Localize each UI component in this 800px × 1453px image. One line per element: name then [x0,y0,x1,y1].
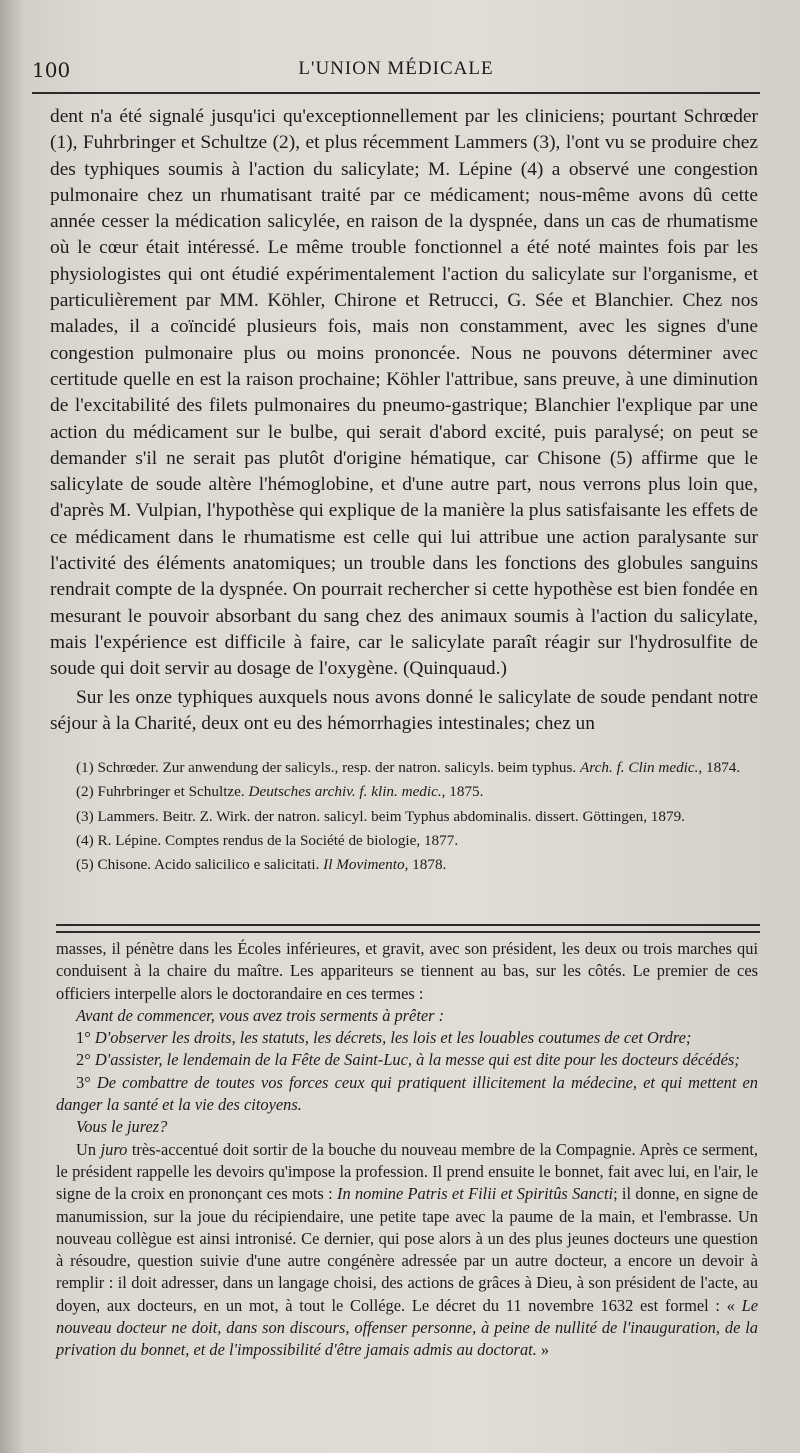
section-divider [56,924,760,933]
footnotes [56,756,756,877]
decree-quote: Le nouveau docteur ne doit, dans son discours, offenser personne, à peine de nullité de l'inauguration, de la privation du bonnet, et de l'impossibilité d'être jamais admis au doctorat. [56,1295,758,1360]
footnote-journal: Il Movimento [323,856,405,874]
journal-title: L'UNION MÉDICALE [298,58,494,79]
footnote-text: , 1874. [698,759,741,776]
oath-item-2 [56,1049,758,1071]
article-paragraph: Sur les onze typhiques auxquels nous avons donné le salicylate de soude pendant notre séjour à la Charité, deux ont eu des hémorrhagies intestinales; chez un [50,686,758,734]
paragraph-text: » [536,1340,550,1360]
latin-formula: In nomine Patris et Filii et Spiritûs Sancti [337,1184,614,1204]
oath-item-1 [56,1027,758,1049]
oath-text: De combattre de toutes vos forces ceux qui pratiquent illicitement la médecine, et qui mettent en danger la santé et la vie des citoyens. [56,1072,758,1115]
feuilleton-body [56,938,758,1362]
oath-intro: Avant de commencer, vous avez trois serments à prêter : [76,1005,445,1025]
footnote-5 [56,853,756,877]
oath-number: 3° [76,1072,97,1092]
paragraph-text: Un [76,1139,101,1159]
footnote-text: (5) Chisone. Acido salicilico e salicitati. [76,856,324,874]
paragraph-text: très-accentué doit sortir de la bouche du nouveau membre de la Compagnie. Après ce serment, le président rappelle les devoirs qu'impose la profession. Il prend ensuite le bonnet, fait avec lui, en l'air, le signe de la croix en prononçant ces mots : [56,1139,758,1204]
oath-question: Vous le jurez? [76,1117,168,1137]
footnote-journal: Arch. f. Clin medic. [580,759,699,776]
feuilleton-paragraph [56,1139,758,1362]
oath-number: 2° [76,1050,95,1070]
footnote-text: (1) Schrœder. Zur anwendung der salicyls., resp. der natron. salicyls. beim typhus. [76,759,581,776]
footnote-3: (3) Lammers. Beitr. Z. Wirk. der natron. salicyl. beim Typhus abdominalis. dissert. Göttingen, 1879. [76,807,685,825]
oath-item-3 [56,1072,758,1117]
article-body [50,104,758,737]
article-paragraph: dent n'a été signalé jusqu'ici qu'exceptionnellement par les cliniciens; pourtant Schrœder (1), Fuhrbringer et Schultze (2), et plus récemment Lammers (3), l'ont vu se produire chez des typhiques soumis à l'action du salicylate; M. Lépine (4) a observé une congestion pulmonaire chez un rhumatisant traité par ce médicament; nous-même avons dû cette année cesser la médication salicylée, en raison de la dyspnée, dans un cas de rhumatisme où le cœur était intéressé. Le même trouble fonctionnel a été noté maintes fois par les physiologistes qui ont étudié expérimentalement l'action du salicylate sur l'organisme, et particulièrement par MM. Köhler, Chirone et Retrucci, G. Sée et Blanchier. Chez nos malades, il a coïncidé plusieurs fois, mais non constamment, avec les signes d'une congestion pulmonaire plus ou moins prononcée. Nous ne pouvons déterminer avec certitude quelle en est la raison prochaine; Köhler l'attribue, sans preuve, à une diminution de l'excitabilité des filets pulmonaires du pneumo-gastrique; Blanchier l'explique par une action du médicament sur le bulbe, qui serait d'abord excité, puis paralysé; on peut se demander s'il ne serait pas plutôt d'origine hématique, car Chisone (5) affirme que le salicylate de soude altère l'hémoglobine, et d'une autre part, nous verrons plus loin que, d'après M. Vulpian, l'hypothèse qui explique de la manière la plus satisfaisante les effets de ce médicament dans le rhumatisme est celle qui lui attribue une action paralysante sur l'activité des éléments anatomiques; un trouble dans les fonctions des globules sanguins rendrait compte de la dyspnée. On pourrait rechercher si cette hypothèse est bien fondée en mesurant le pouvoir absorbant du sang chez des animaux soumis à l'action du salicylate, mais l'expérience est difficile à faire, car le salicylate paraît réagir sur l'hydrosulfite de soude qui doit servir au dosage de l'oxygène. (Quinquaud.) [50,106,758,680]
latin-word: juro [100,1139,128,1159]
running-header [32,58,760,94]
footnote-text: , 1875. [441,783,484,801]
footnote-journal: Deutsches archiv. f. klin. medic. [248,783,442,801]
footnote-1 [56,756,756,780]
footnote-text: (2) Fuhrbringer et Schultze. [76,783,249,801]
footnote-2 [56,780,756,804]
oath-text: D'observer les droits, les statuts, les décrets, les lois et les louables coutumes de cet Ordre; [94,1028,692,1048]
footnote-4: (4) R. Lépine. Comptes rendus de la Société de biologie, 1877. [76,831,459,849]
feuilleton-paragraph: masses, il pénètre dans les Écoles inférieures, et gravit, avec son président, les deux ou trois marches qui conduisent à la chaire du maître. Les appariteurs se tiennent au bas, sur les côtés. Le premier de ces officiers interpelle alors le doctorandaire en ces termes : [56,939,758,1003]
oath-number: 1° [76,1028,95,1048]
oath-text: D'assister, le lendemain de la Fête de Saint-Luc, à la messe qui est dite pour les docteurs décédés; [94,1050,740,1070]
page-number: 100 [32,58,71,82]
footnote-text: , 1878. [404,856,447,874]
paragraph-text: ; il donne, en signe de manumission, sur la joue du récipiendaire, une petite tape avec la paume de la main, et l'embrasse. Un nouveau collègue est ainsi intronisé. Ce dernier, qui pose alors à un des plus jeunes docteurs une question à résoudre, question suivie d'une autre congénère adressée par un autre docteur, a encore un devoir à remplir : il doit adresser, dans un langage choisi, des actions de grâces à Dieu, à son président de l'acte, au doyen, aux docteurs, en un mot, à tout le Collége. Le décret du 11 novembre 1632 est formel : « [56,1184,758,1315]
binding-shadow [0,0,24,1453]
